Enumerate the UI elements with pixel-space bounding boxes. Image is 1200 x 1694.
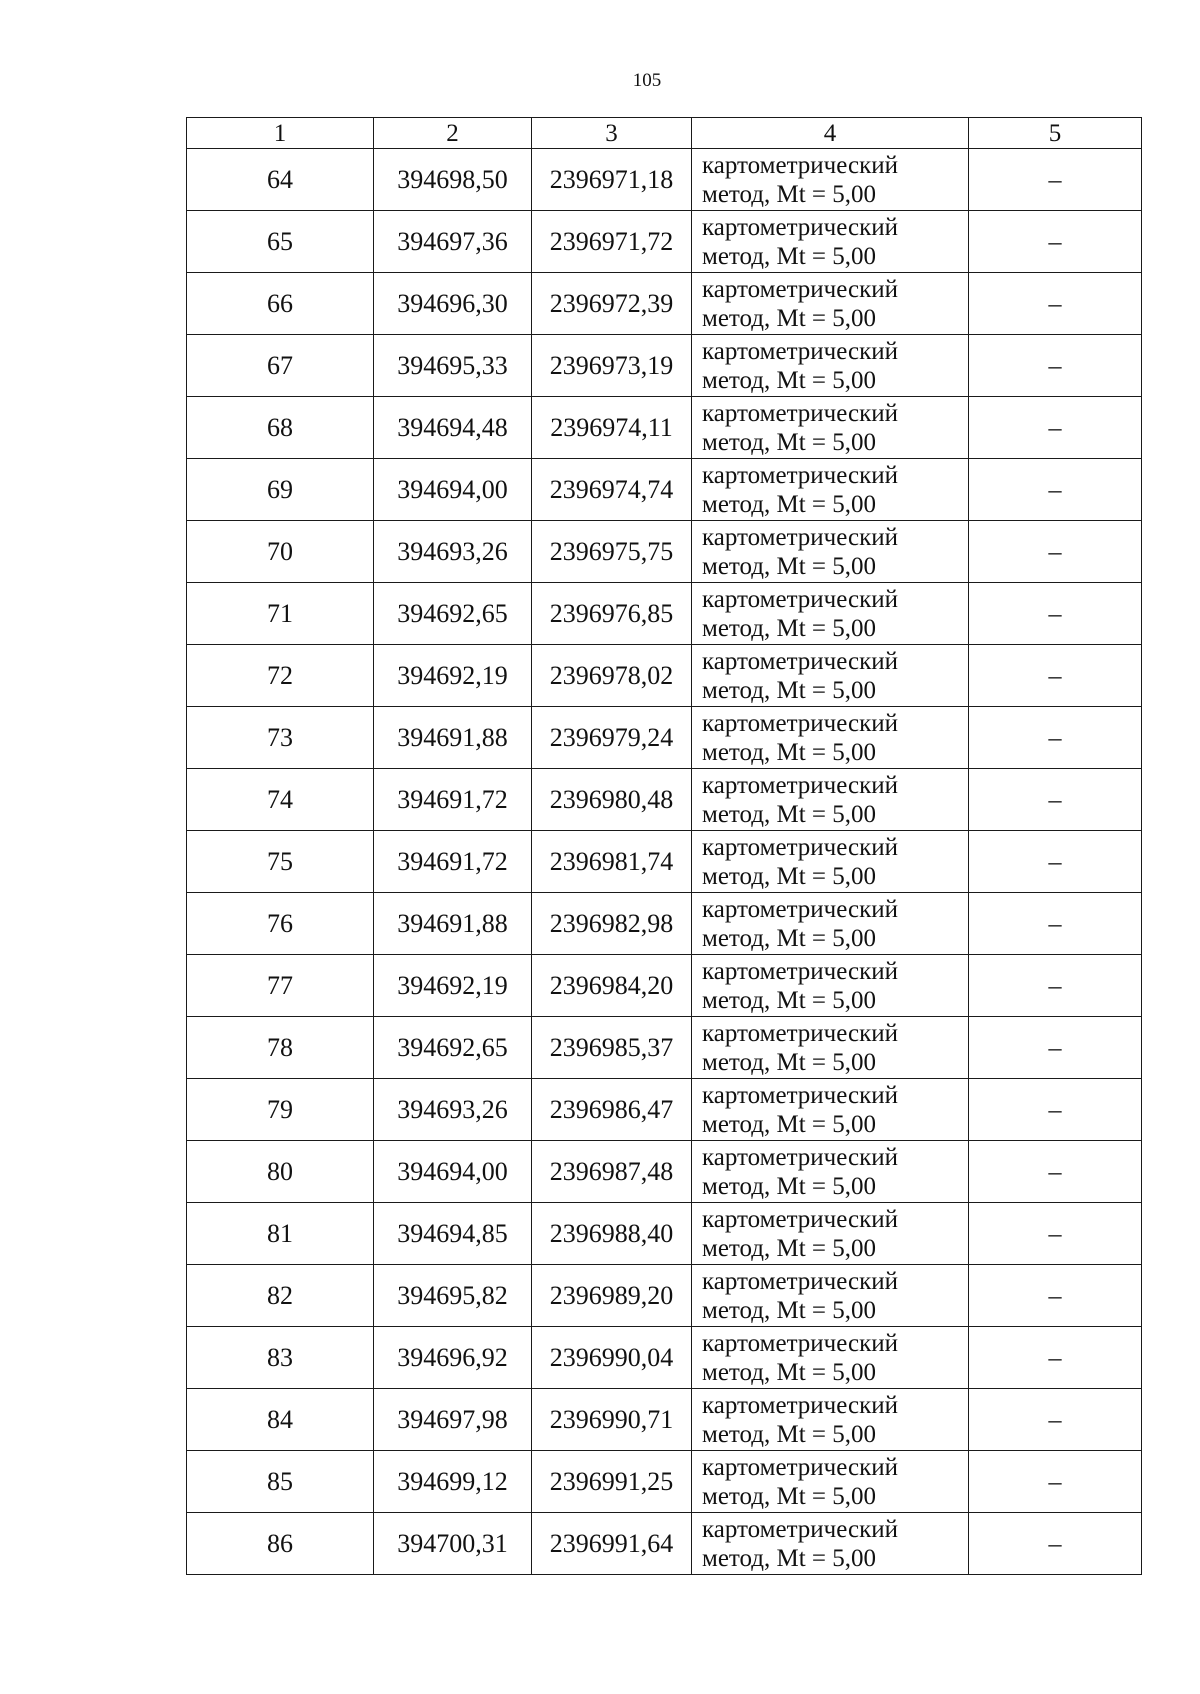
point-number-cell: 86 bbox=[187, 1513, 374, 1575]
point-number-cell: 66 bbox=[187, 273, 374, 335]
method-cell bbox=[692, 459, 969, 521]
method-cell bbox=[692, 521, 969, 583]
method-text-line2: метод, Mt = 5,00 bbox=[702, 1110, 877, 1138]
point-number-cell: 76 bbox=[187, 893, 374, 955]
method-text-line2: метод, Mt = 5,00 bbox=[702, 1296, 877, 1324]
note-cell: – bbox=[969, 335, 1142, 397]
table-row bbox=[187, 1327, 1142, 1389]
point-number-cell: 73 bbox=[187, 707, 374, 769]
y-coordinate-cell: 2396979,24 bbox=[532, 707, 692, 769]
x-coordinate-cell: 394691,72 bbox=[374, 831, 532, 893]
point-number-cell: 69 bbox=[187, 459, 374, 521]
method-text-line2: метод, Mt = 5,00 bbox=[702, 304, 877, 332]
method-text-line1: картометрический bbox=[702, 1391, 898, 1419]
note-cell: – bbox=[969, 273, 1142, 335]
y-coordinate-cell: 2396987,48 bbox=[532, 1141, 692, 1203]
table-row bbox=[187, 831, 1142, 893]
x-coordinate-cell: 394694,00 bbox=[374, 1141, 532, 1203]
method-text-line2: метод, Mt = 5,00 bbox=[702, 1482, 877, 1510]
method-text-line1: картометрический bbox=[702, 647, 898, 675]
x-coordinate-cell: 394693,26 bbox=[374, 1079, 532, 1141]
note-cell: – bbox=[969, 1265, 1142, 1327]
coordinates-table bbox=[186, 117, 1142, 1575]
y-coordinate-cell: 2396981,74 bbox=[532, 831, 692, 893]
method-text-line1: картометрический bbox=[702, 585, 898, 613]
x-coordinate-cell: 394694,00 bbox=[374, 459, 532, 521]
note-cell: – bbox=[969, 583, 1142, 645]
x-coordinate-cell: 394695,82 bbox=[374, 1265, 532, 1327]
y-coordinate-cell: 2396976,85 bbox=[532, 583, 692, 645]
method-text-line2: метод, Mt = 5,00 bbox=[702, 862, 877, 890]
method-cell bbox=[692, 1513, 969, 1575]
note-cell: – bbox=[969, 1079, 1142, 1141]
x-coordinate-cell: 394692,65 bbox=[374, 1017, 532, 1079]
note-cell: – bbox=[969, 645, 1142, 707]
y-coordinate-cell: 2396971,72 bbox=[532, 211, 692, 273]
method-cell bbox=[692, 273, 969, 335]
method-text-line2: метод, Mt = 5,00 bbox=[702, 676, 877, 704]
x-coordinate-cell: 394693,26 bbox=[374, 521, 532, 583]
method-cell bbox=[692, 893, 969, 955]
method-text-line1: картометрический bbox=[702, 1267, 898, 1295]
table-row bbox=[187, 1451, 1142, 1513]
method-cell bbox=[692, 769, 969, 831]
point-number-cell: 68 bbox=[187, 397, 374, 459]
method-text-line1: картометрический bbox=[702, 399, 898, 427]
point-number-cell: 75 bbox=[187, 831, 374, 893]
method-text-line2: метод, Mt = 5,00 bbox=[702, 552, 877, 580]
point-number-cell: 72 bbox=[187, 645, 374, 707]
header-cell: 2 bbox=[374, 118, 532, 149]
method-text-line2: метод, Mt = 5,00 bbox=[702, 800, 877, 828]
table-row bbox=[187, 583, 1142, 645]
note-cell: – bbox=[969, 211, 1142, 273]
y-coordinate-cell: 2396990,04 bbox=[532, 1327, 692, 1389]
point-number-cell: 82 bbox=[187, 1265, 374, 1327]
method-text-line1: картометрический bbox=[702, 213, 898, 241]
header-cell: 4 bbox=[692, 118, 969, 149]
table-row bbox=[187, 645, 1142, 707]
point-number-cell: 81 bbox=[187, 1203, 374, 1265]
point-number-cell: 77 bbox=[187, 955, 374, 1017]
y-coordinate-cell: 2396984,20 bbox=[532, 955, 692, 1017]
point-number-cell: 79 bbox=[187, 1079, 374, 1141]
method-text-line2: метод, Mt = 5,00 bbox=[702, 366, 877, 394]
method-text-line1: картометрический bbox=[702, 1081, 898, 1109]
method-text-line2: метод, Mt = 5,00 bbox=[702, 986, 877, 1014]
method-text-line2: метод, Mt = 5,00 bbox=[702, 924, 877, 952]
y-coordinate-cell: 2396988,40 bbox=[532, 1203, 692, 1265]
y-coordinate-cell: 2396991,25 bbox=[532, 1451, 692, 1513]
table-row bbox=[187, 707, 1142, 769]
table-row bbox=[187, 1017, 1142, 1079]
note-cell: – bbox=[969, 1389, 1142, 1451]
point-number-cell: 67 bbox=[187, 335, 374, 397]
y-coordinate-cell: 2396991,64 bbox=[532, 1513, 692, 1575]
x-coordinate-cell: 394699,12 bbox=[374, 1451, 532, 1513]
method-cell bbox=[692, 397, 969, 459]
note-cell: – bbox=[969, 893, 1142, 955]
method-text-line1: картометрический bbox=[702, 1453, 898, 1481]
method-text-line1: картометрический bbox=[702, 523, 898, 551]
y-coordinate-cell: 2396985,37 bbox=[532, 1017, 692, 1079]
x-coordinate-cell: 394697,36 bbox=[374, 211, 532, 273]
note-cell: – bbox=[969, 1203, 1142, 1265]
point-number-cell: 71 bbox=[187, 583, 374, 645]
method-text-line1: картометрический bbox=[702, 1515, 898, 1543]
note-cell: – bbox=[969, 1451, 1142, 1513]
x-coordinate-cell: 394692,65 bbox=[374, 583, 532, 645]
method-text-line1: картометрический bbox=[702, 895, 898, 923]
note-cell: – bbox=[969, 1327, 1142, 1389]
x-coordinate-cell: 394691,88 bbox=[374, 893, 532, 955]
note-cell: – bbox=[969, 955, 1142, 1017]
table-row bbox=[187, 273, 1142, 335]
note-cell: – bbox=[969, 459, 1142, 521]
point-number-cell: 83 bbox=[187, 1327, 374, 1389]
page-number: 105 bbox=[632, 70, 662, 91]
x-coordinate-cell: 394692,19 bbox=[374, 645, 532, 707]
method-text-line2: метод, Mt = 5,00 bbox=[702, 1544, 877, 1572]
y-coordinate-cell: 2396980,48 bbox=[532, 769, 692, 831]
x-coordinate-cell: 394694,85 bbox=[374, 1203, 532, 1265]
table-body bbox=[187, 118, 1142, 1575]
method-cell bbox=[692, 1141, 969, 1203]
table-row bbox=[187, 211, 1142, 273]
y-coordinate-cell: 2396974,74 bbox=[532, 459, 692, 521]
note-cell: – bbox=[969, 1017, 1142, 1079]
note-cell: – bbox=[969, 831, 1142, 893]
note-cell: – bbox=[969, 707, 1142, 769]
note-cell: – bbox=[969, 397, 1142, 459]
point-number-cell: 84 bbox=[187, 1389, 374, 1451]
point-number-cell: 80 bbox=[187, 1141, 374, 1203]
x-coordinate-cell: 394692,19 bbox=[374, 955, 532, 1017]
y-coordinate-cell: 2396982,98 bbox=[532, 893, 692, 955]
method-cell bbox=[692, 335, 969, 397]
y-coordinate-cell: 2396975,75 bbox=[532, 521, 692, 583]
point-number-cell: 64 bbox=[187, 149, 374, 211]
method-cell bbox=[692, 1079, 969, 1141]
method-cell bbox=[692, 645, 969, 707]
table-row bbox=[187, 1389, 1142, 1451]
method-text-line1: картометрический bbox=[702, 337, 898, 365]
method-cell bbox=[692, 1265, 969, 1327]
method-text-line1: картометрический bbox=[702, 833, 898, 861]
method-text-line1: картометрический bbox=[702, 1205, 898, 1233]
method-cell bbox=[692, 1017, 969, 1079]
method-text-line2: метод, Mt = 5,00 bbox=[702, 1234, 877, 1262]
x-coordinate-cell: 394700,31 bbox=[374, 1513, 532, 1575]
x-coordinate-cell: 394696,30 bbox=[374, 273, 532, 335]
method-cell bbox=[692, 707, 969, 769]
method-text-line2: метод, Mt = 5,00 bbox=[702, 242, 877, 270]
table-row bbox=[187, 1265, 1142, 1327]
method-text-line1: картометрический bbox=[702, 771, 898, 799]
header-cell: 5 bbox=[969, 118, 1142, 149]
table-row bbox=[187, 335, 1142, 397]
method-cell bbox=[692, 211, 969, 273]
table-row bbox=[187, 521, 1142, 583]
x-coordinate-cell: 394691,72 bbox=[374, 769, 532, 831]
method-text-line1: картометрический bbox=[702, 709, 898, 737]
table-row bbox=[187, 459, 1142, 521]
point-number-cell: 78 bbox=[187, 1017, 374, 1079]
note-cell: – bbox=[969, 149, 1142, 211]
method-cell bbox=[692, 1389, 969, 1451]
method-text-line2: метод, Mt = 5,00 bbox=[702, 738, 877, 766]
table-row bbox=[187, 1203, 1142, 1265]
method-cell bbox=[692, 1451, 969, 1513]
method-cell bbox=[692, 583, 969, 645]
x-coordinate-cell: 394694,48 bbox=[374, 397, 532, 459]
header-cell: 1 bbox=[187, 118, 374, 149]
y-coordinate-cell: 2396973,19 bbox=[532, 335, 692, 397]
method-cell bbox=[692, 1327, 969, 1389]
point-number-cell: 65 bbox=[187, 211, 374, 273]
method-text-line1: картометрический bbox=[702, 1143, 898, 1171]
method-text-line2: метод, Mt = 5,00 bbox=[702, 180, 877, 208]
table-row bbox=[187, 1141, 1142, 1203]
note-cell: – bbox=[969, 1141, 1142, 1203]
method-cell bbox=[692, 1203, 969, 1265]
method-text-line1: картометрический bbox=[702, 1019, 898, 1047]
note-cell: – bbox=[969, 1513, 1142, 1575]
table-row bbox=[187, 397, 1142, 459]
y-coordinate-cell: 2396978,02 bbox=[532, 645, 692, 707]
table-row bbox=[187, 1079, 1142, 1141]
method-text-line2: метод, Mt = 5,00 bbox=[702, 490, 877, 518]
method-cell bbox=[692, 831, 969, 893]
table-row bbox=[187, 955, 1142, 1017]
method-text-line1: картометрический bbox=[702, 151, 898, 179]
header-cell: 3 bbox=[532, 118, 692, 149]
method-text-line1: картометрический bbox=[702, 1329, 898, 1357]
y-coordinate-cell: 2396972,39 bbox=[532, 273, 692, 335]
method-text-line1: картометрический bbox=[702, 957, 898, 985]
point-number-cell: 74 bbox=[187, 769, 374, 831]
point-number-cell: 85 bbox=[187, 1451, 374, 1513]
method-text-line2: метод, Mt = 5,00 bbox=[702, 1172, 877, 1200]
y-coordinate-cell: 2396990,71 bbox=[532, 1389, 692, 1451]
y-coordinate-cell: 2396971,18 bbox=[532, 149, 692, 211]
x-coordinate-cell: 394695,33 bbox=[374, 335, 532, 397]
table-row bbox=[187, 149, 1142, 211]
y-coordinate-cell: 2396989,20 bbox=[532, 1265, 692, 1327]
method-text-line2: метод, Mt = 5,00 bbox=[702, 428, 877, 456]
method-text-line2: метод, Mt = 5,00 bbox=[702, 1048, 877, 1076]
x-coordinate-cell: 394696,92 bbox=[374, 1327, 532, 1389]
method-text-line2: метод, Mt = 5,00 bbox=[702, 1420, 877, 1448]
table-row bbox=[187, 1513, 1142, 1575]
table-row bbox=[187, 769, 1142, 831]
x-coordinate-cell: 394691,88 bbox=[374, 707, 532, 769]
x-coordinate-cell: 394698,50 bbox=[374, 149, 532, 211]
y-coordinate-cell: 2396986,47 bbox=[532, 1079, 692, 1141]
method-cell bbox=[692, 955, 969, 1017]
y-coordinate-cell: 2396974,11 bbox=[532, 397, 692, 459]
table-row bbox=[187, 893, 1142, 955]
method-text-line2: метод, Mt = 5,00 bbox=[702, 614, 877, 642]
method-text-line1: картометрический bbox=[702, 275, 898, 303]
method-cell bbox=[692, 149, 969, 211]
method-text-line2: метод, Mt = 5,00 bbox=[702, 1358, 877, 1386]
note-cell: – bbox=[969, 769, 1142, 831]
x-coordinate-cell: 394697,98 bbox=[374, 1389, 532, 1451]
point-number-cell: 70 bbox=[187, 521, 374, 583]
note-cell: – bbox=[969, 521, 1142, 583]
method-text-line1: картометрический bbox=[702, 461, 898, 489]
table-header-row bbox=[187, 118, 1142, 149]
